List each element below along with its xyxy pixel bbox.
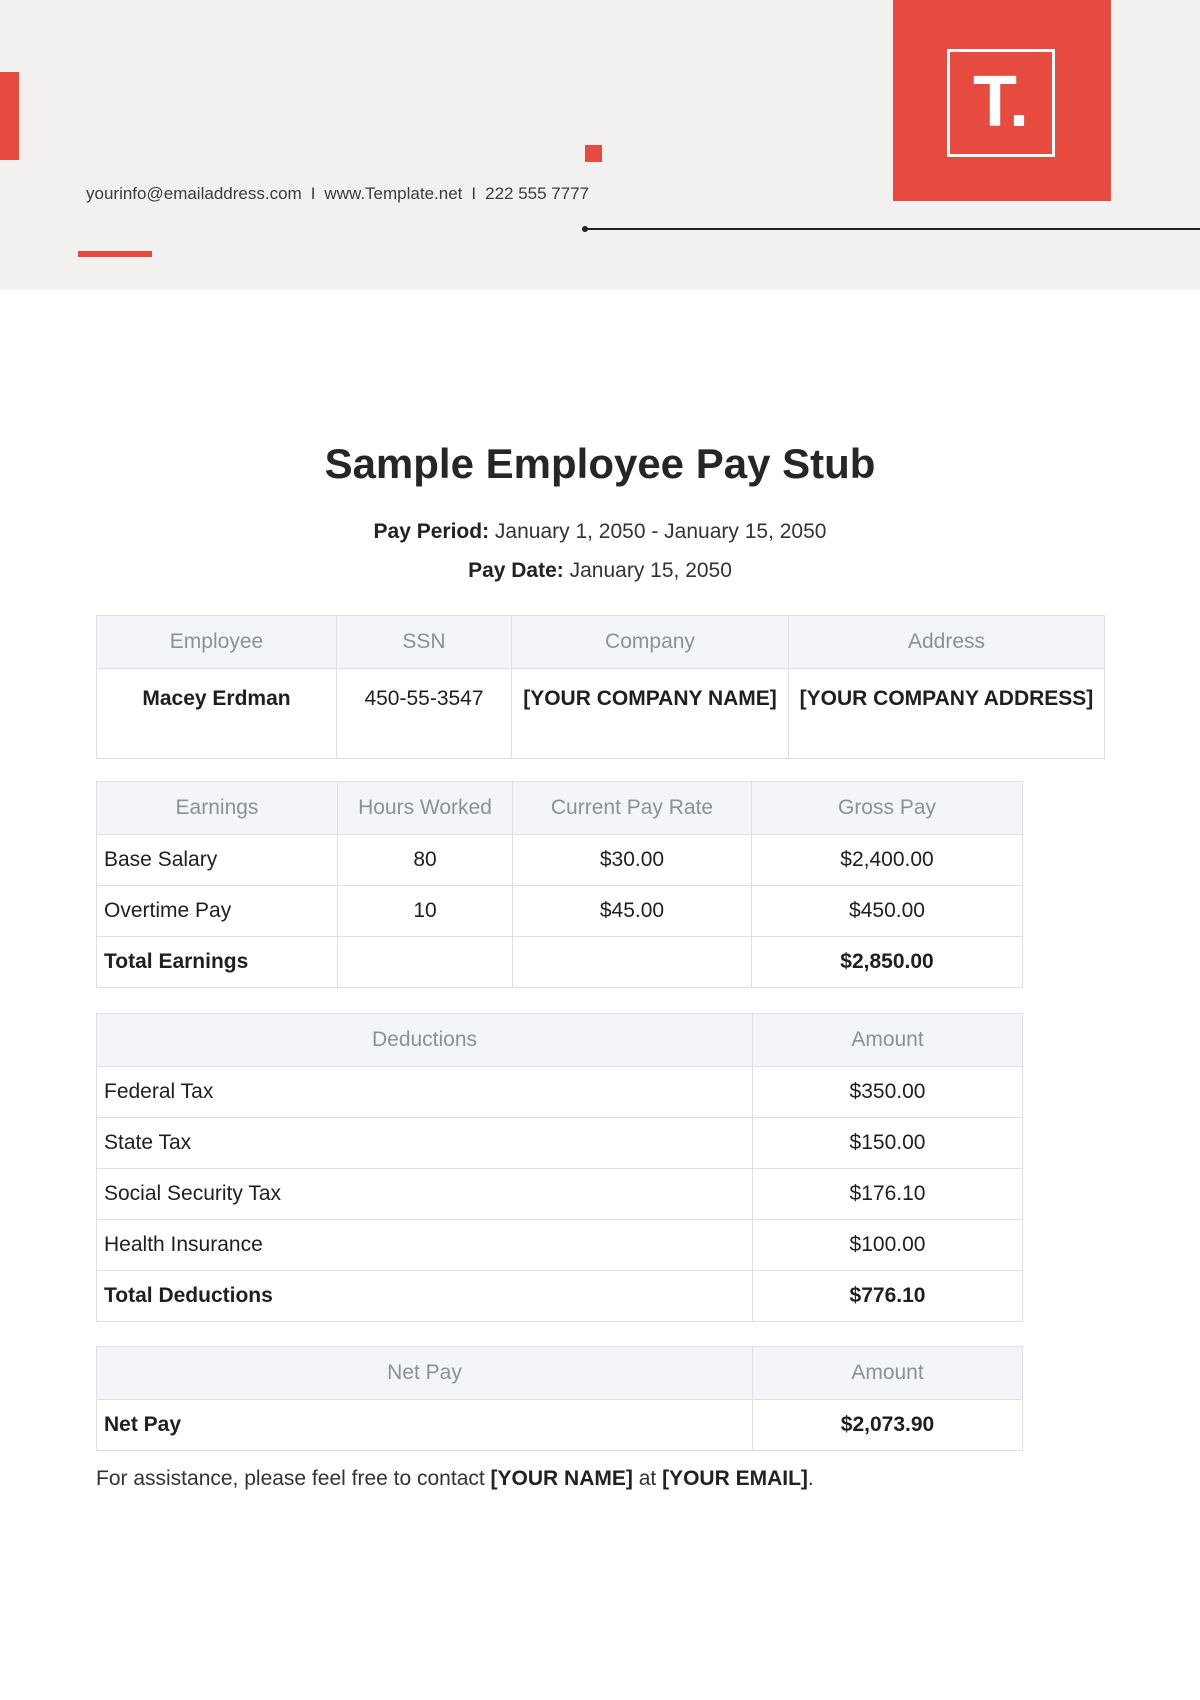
table-header-row (97, 616, 1105, 669)
table-header-row (97, 1347, 1023, 1400)
contact-name-placeholder: [YOUR NAME] (490, 1467, 633, 1490)
column-header: Gross Pay (752, 782, 1023, 835)
pay-period-label: Pay Period: (373, 520, 490, 543)
deduction-name: Social Security Tax (97, 1169, 753, 1220)
total-row (97, 937, 1023, 988)
footer-note (96, 1467, 814, 1491)
table-row (97, 886, 1023, 937)
empty-cell (513, 937, 752, 988)
table-row (97, 1067, 1023, 1118)
total-deductions-label: Total Deductions (97, 1271, 753, 1322)
contact-separator: I (310, 184, 316, 203)
table-row (97, 1169, 1023, 1220)
column-header: Hours Worked (338, 782, 513, 835)
earnings-type: Base Salary (97, 835, 338, 886)
accent-bar (0, 72, 19, 160)
table-header-row (97, 1014, 1023, 1067)
column-header: Address (789, 616, 1105, 669)
column-header: SSN (337, 616, 512, 669)
gross-pay: $450.00 (752, 886, 1023, 937)
pay-period-value: January 1, 2050 - January 15, 2050 (494, 520, 827, 543)
pay-rate: $30.00 (513, 835, 752, 886)
column-header: Net Pay (97, 1347, 753, 1400)
column-header: Amount (753, 1014, 1023, 1067)
total-deductions-value: $776.10 (753, 1271, 1023, 1322)
table-row (97, 835, 1023, 886)
footer-prefix: For assistance, please feel free to contact (96, 1467, 491, 1490)
logo-frame (947, 49, 1055, 157)
divider-dot (582, 226, 588, 232)
accent-underline (78, 251, 152, 257)
page-title: Sample Employee Pay Stub (324, 440, 876, 487)
contact-website: www.Template.net (324, 184, 463, 203)
contact-separator: I (471, 184, 477, 203)
net-pay-table (96, 1346, 1023, 1451)
company-name: [YOUR COMPANY NAME] (512, 669, 789, 759)
column-header: Amount (753, 1347, 1023, 1400)
deduction-amount: $176.10 (753, 1169, 1023, 1220)
contact-phone: 222 555 7777 (485, 184, 590, 203)
column-header: Earnings (97, 782, 338, 835)
footer-suffix: . (807, 1467, 814, 1490)
employee-ssn: 450-55-3547 (337, 669, 512, 759)
employee-name: Macey Erdman (97, 669, 337, 759)
deduction-amount: $150.00 (753, 1118, 1023, 1169)
logo (893, 0, 1111, 201)
column-header: Company (512, 616, 789, 669)
net-pay-value: $2,073.90 (753, 1400, 1023, 1451)
net-pay-label: Net Pay (97, 1400, 753, 1451)
table-row (97, 1220, 1023, 1271)
pay-date-value: January 15, 2050 (569, 559, 732, 582)
hours-worked: 80 (338, 835, 513, 886)
pay-date (0, 559, 1200, 583)
column-header: Current Pay Rate (513, 782, 752, 835)
pay-date-label: Pay Date: (468, 559, 564, 582)
accent-square (585, 145, 602, 162)
hours-worked: 10 (338, 886, 513, 937)
total-earnings-value: $2,850.00 (752, 937, 1023, 988)
table-row (97, 669, 1105, 759)
total-row (97, 1271, 1023, 1322)
contact-line (86, 184, 589, 204)
contact-email-placeholder: [YOUR EMAIL] (662, 1467, 808, 1490)
deduction-amount: $100.00 (753, 1220, 1023, 1271)
header-divider (585, 228, 1200, 230)
footer-middle: at (632, 1467, 663, 1490)
total-earnings-label: Total Earnings (97, 937, 338, 988)
table-header-row (97, 782, 1023, 835)
pay-period (0, 520, 1200, 544)
earnings-table (96, 781, 1023, 988)
total-row (97, 1400, 1023, 1451)
table-row (97, 1118, 1023, 1169)
deduction-name: State Tax (97, 1118, 753, 1169)
deductions-table (96, 1013, 1023, 1322)
column-header: Employee (97, 616, 337, 669)
employee-info-table (96, 615, 1105, 759)
gross-pay: $2,400.00 (752, 835, 1023, 886)
earnings-type: Overtime Pay (97, 886, 338, 937)
contact-email: yourinfo@emailaddress.com (86, 184, 302, 203)
logo-letter: T. (972, 62, 1029, 142)
column-header: Deductions (97, 1014, 753, 1067)
deduction-name: Health Insurance (97, 1220, 753, 1271)
pay-rate: $45.00 (513, 886, 752, 937)
deduction-amount: $350.00 (753, 1067, 1023, 1118)
company-address: [YOUR COMPANY ADDRESS] (789, 669, 1105, 759)
empty-cell (338, 937, 513, 988)
deduction-name: Federal Tax (97, 1067, 753, 1118)
